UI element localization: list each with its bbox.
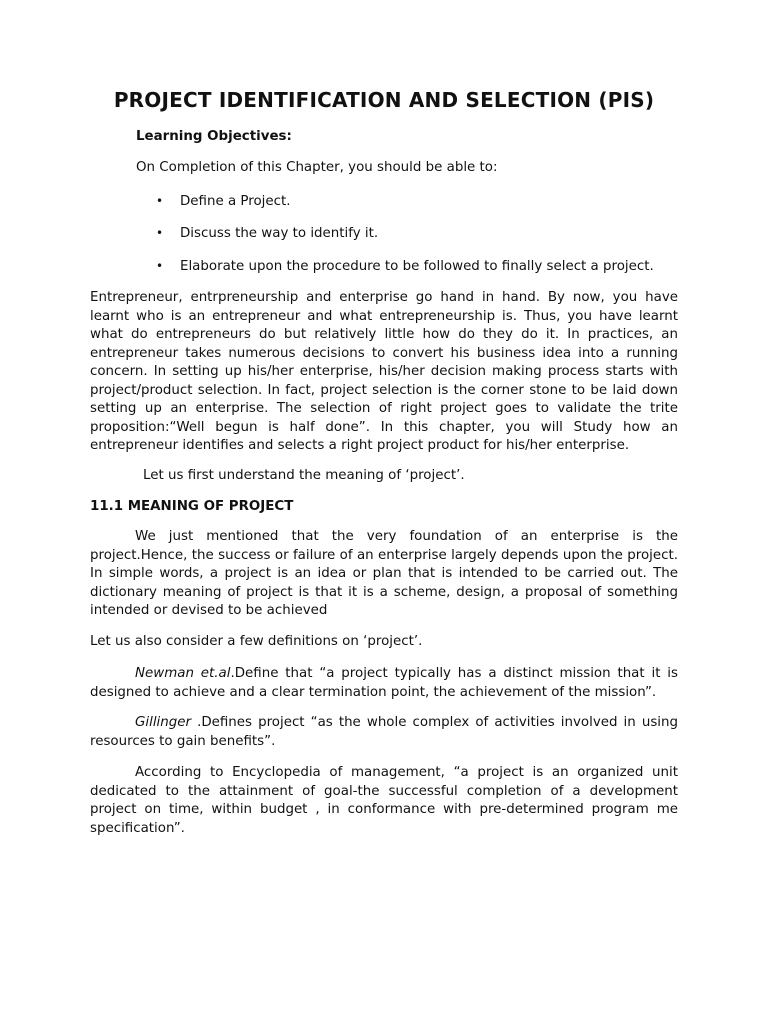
meaning-paragraph: We just mentioned that the very foundation of an enterprise is the project.Hence, the success or failure of an enterprise largely depends upon the project. In simple words, a project is an idea or plan that is intended to be carried out. The dictionary meaning of project is that it is a scheme, design, a proposal of something intended or devised to be achieved (90, 529, 678, 618)
list-item-text: Define a Project. (180, 194, 291, 209)
section-heading: 11.1 MEANING OF PROJECT (90, 499, 294, 514)
author-name: Gillinger (135, 715, 191, 730)
author-name: Newman et.al (135, 666, 231, 681)
list-item (156, 257, 654, 277)
definition-newman (90, 665, 678, 702)
definitions-intro: Let us also consider a few definitions on ‘project’. (90, 634, 423, 649)
objectives-intro: On Completion of this Chapter, you should be able to: (136, 160, 498, 175)
bullet-icon: • (156, 226, 164, 240)
objectives-heading: Learning Objectives: (136, 129, 292, 144)
list-item-text: Elaborate upon the procedure to be followed to finally select a project. (180, 259, 654, 274)
document-title: PROJECT IDENTIFICATION AND SELECTION (PIS) (113, 88, 655, 112)
definition-encyclopedia: According to Encyclopedia of management, “a project is an organized unit dedicated to the attainment of goal-the successful completion of a development project on time, within budget , in conformance with pre-determined program me specification”. (90, 765, 678, 836)
list-item (156, 192, 291, 212)
list-item-text: Discuss the way to identify it. (180, 226, 379, 241)
list-item (156, 224, 378, 244)
definition-text: .Define that “a project typically has a distinct mission that it is designed to achieve and a clear termination point, the achievement of the mission”. (90, 666, 679, 700)
definition-text: .Defines project “as the whole complex of activities involved in using resources to gain benefits”. (90, 715, 678, 749)
bullet-icon: • (156, 259, 164, 273)
definition-gillinger (90, 714, 678, 751)
bullet-icon: • (156, 194, 164, 208)
intro-paragraph: Entrepreneur, entrpreneurship and enterprise go hand in hand. By now, you have learnt who is an entrepreneur and what entrepreneurship is. Thus, you have learnt what do entrepreneurs do but relatively little how do they do it. In practices, an entrepreneur takes numerous decisions to convert his business idea into a running concern. In setting up his/her enterprise, his/her decision making process starts with project/product selection. In fact, project selection is the corner stone to be laid down setting up an enterprise. The selection of right project goes to validate the trite proposition:“Well begun is half done”. In this chapter, you will Study how an entrepreneur identifies and selects a right project product for his/her enterprise. (90, 290, 678, 453)
lead-in-text: Let us first understand the meaning of ‘project’. (143, 468, 465, 483)
